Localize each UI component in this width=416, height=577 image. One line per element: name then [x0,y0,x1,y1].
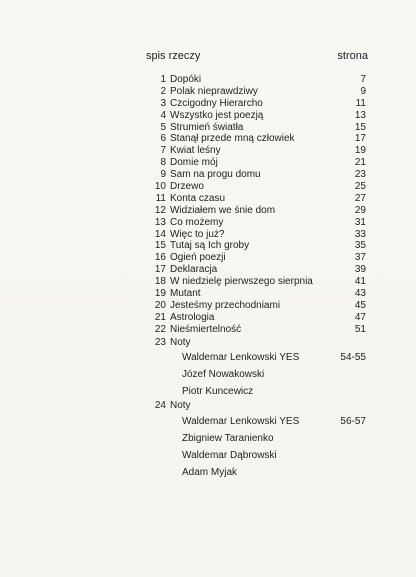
author-name: Józef Nowakowski [182,369,265,381]
author-name: Waldemar Dąbrowski [182,450,277,462]
entry-number: 6 [160,133,166,145]
toc-entry-row [146,264,366,276]
page-number: 7 [360,74,366,85]
entry-title: Sam na progu domu [170,169,261,181]
toc-header [146,50,368,66]
toc-entry-row [146,337,366,349]
entry-number: 7 [160,145,166,157]
entry-number: 19 [154,288,166,300]
toc-entry-row [146,133,366,145]
toc-entry-row [146,181,366,193]
entry-number: 13 [154,216,166,228]
toc-entry-row [146,86,366,98]
author-name: Piotr Kuncewicz [182,386,254,398]
entry-title: Konta czasu [170,192,226,204]
page-number: 43 [354,288,366,300]
entry-title: Widziałem we śnie dom [170,204,276,216]
entry-number: 14 [154,228,166,240]
entry-number: 4 [160,109,166,121]
entry-number: 15 [154,240,166,252]
page-number: 41 [354,276,366,288]
entry-number: 23 [154,336,166,348]
toc-entry-row [146,288,366,300]
entry-title: Jesteśmy przechodniami [170,299,281,311]
toc-entry-row [146,145,366,157]
page-number: 56-57 [340,416,366,428]
page-number: 33 [354,228,366,240]
entry-number: 24 [154,400,166,412]
entry-title: Dopóki [170,74,202,85]
entry-title: Mutant [170,288,201,300]
author-name: Adam Myjak [182,467,238,479]
entry-title: Tutaj są Ich groby [170,240,250,252]
toc-entry-row [146,300,366,312]
toc-author-row [146,367,366,382]
page-number: 47 [354,311,366,323]
toc-entry-row [146,217,366,229]
entry-number: 21 [154,311,166,323]
table-of-contents [146,74,366,480]
entry-number: 2 [160,85,166,97]
entry-title: Nieśmiertelność [170,323,242,335]
toc-entry-row [146,74,366,86]
toc-author-row [146,414,366,429]
page-number: 54-55 [340,352,366,364]
toc-entry-row [146,252,366,264]
toc-entry-row [146,229,366,241]
entry-number: 12 [154,204,166,216]
page-number: 11 [355,97,366,109]
entry-number: 11 [155,192,166,204]
toc-author-row [146,384,366,399]
entry-title: Co możemy [170,216,224,228]
toc-entry-row [146,98,366,110]
author-name: Zbigniew Taranienko [182,433,274,445]
page-number: 19 [354,145,366,157]
author-name: Waldemar Lenkowski YES [182,352,300,364]
entry-title: Strumień światła [170,121,244,133]
toc-entry-row [146,205,366,217]
page-number: 13 [354,109,366,121]
entry-title: Czcigodny Hierarcho [170,97,263,109]
entry-title: Noty [170,400,191,412]
entry-title: Wszystko jest poezją [170,109,264,121]
page-number: 17 [354,133,366,145]
page-number: 39 [354,264,366,276]
entry-title: Ogień poezji [170,252,226,264]
entry-number: 8 [160,157,166,169]
page-number: 35 [354,240,366,252]
page-number: 29 [354,204,366,216]
entry-number: 16 [154,252,166,264]
entry-title: Polak nieprawdziwy [170,85,258,97]
toc-author-row [146,350,366,365]
page-number: 23 [354,169,366,181]
entry-title: W niedzielę pierwszego sierpnia [170,276,313,288]
entry-number: 3 [160,97,166,109]
page-number: 51 [354,323,366,335]
author-name: Waldemar Lenkowski YES [182,416,300,428]
toc-author-row [146,465,366,480]
page-number: 27 [354,192,366,204]
toc-entry-row [146,110,366,122]
entry-number: 20 [154,299,166,311]
toc-entry-row [146,312,366,324]
entry-number: 18 [154,276,166,288]
toc-entry-row [146,400,366,412]
contents-heading: spis rzeczy [146,50,201,62]
page-number: 45 [354,299,366,311]
page-number: 25 [354,181,366,193]
entry-title: Kwiat leśny [170,145,221,157]
page-number: 9 [360,85,366,97]
entry-title: Stanął przede mną człowiek [170,133,295,145]
page-column-heading: strona [337,50,368,62]
entry-title: Noty [170,336,191,348]
toc-entry-row [146,324,366,336]
entry-number: 1 [160,74,166,85]
toc-author-row [146,431,366,446]
entry-title: Deklaracja [170,264,218,276]
entry-number: 5 [160,121,166,133]
entry-number: 17 [154,264,166,276]
page-number: 15 [354,121,366,133]
page-number: 21 [354,157,366,169]
toc-entry-row [146,240,366,252]
page-number: 31 [354,216,366,228]
entry-title: Więc to już? [170,228,225,240]
toc-entry-row [146,276,366,288]
toc-entry-row [146,122,366,134]
entry-number: 10 [154,181,166,193]
toc-entry-row [146,157,366,169]
toc-entry-row [146,169,366,181]
entry-title: Drzewo [170,181,204,193]
entry-title: Astrologia [170,311,215,323]
entry-number: 9 [160,169,166,181]
entry-title: Domie mój [170,157,218,169]
page-number: 37 [354,252,366,264]
toc-author-row [146,448,366,463]
toc-entry-row [146,193,366,205]
entry-number: 22 [154,323,166,335]
